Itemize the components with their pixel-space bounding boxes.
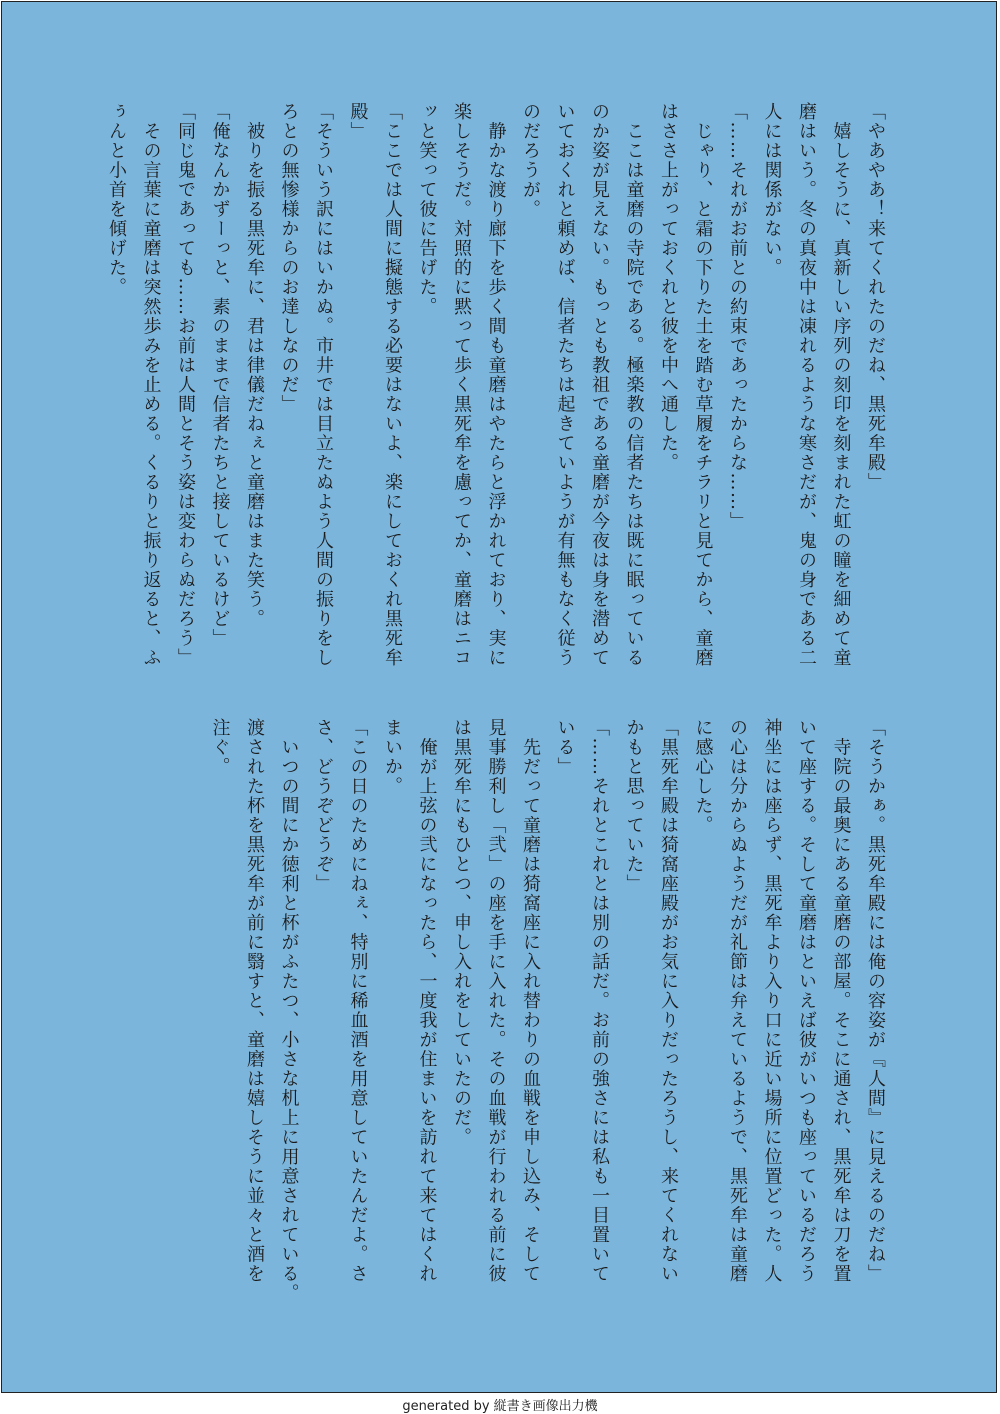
text-line: 「そうかぁ。黒死牟殿には俺の容姿が『人間』に見えるのだね」 — [865, 718, 886, 1284]
upper-text-column — [99, 102, 893, 682]
text-line: ッと笑って彼に告げた。 — [416, 102, 438, 317]
text-line: 被りを振る黒死牟に、君は律儀だねぇと童磨はまた笑う。 — [244, 102, 265, 629]
text-line: 人には関係がない。 — [761, 102, 783, 278]
text-line: 「……それとこれとは別の話だ。お前の強さには私も一目置いて — [589, 718, 610, 1284]
footer-credit: generated by 縦書き画像出力機 — [402, 1399, 598, 1414]
text-line: その言葉に童磨は突然歩みを止める。くるりと振り返ると、ふ — [140, 102, 162, 668]
text-line: 「俺なんかずーっと、素のままで信者たちと接しているけど」 — [209, 102, 231, 648]
text-line: 楽しそうだ。対照的に黙って歩く黒死牟を慮ってか、童磨はニコ — [451, 102, 472, 668]
text-line: のだろうが。 — [520, 102, 541, 219]
text-line: は黒死牟にもひとつ、申し入れをしていたのだ。 — [451, 718, 472, 1147]
text-line: 俺が上弦の弐になったら、一度我が住まいを訪れて来てはくれ — [416, 718, 438, 1284]
text-line: 神坐には座らず、黒死牟より入り口に近い場所に位置どった。人 — [761, 718, 783, 1284]
text-line: 嬉しそうに、真新しい序列の刻印を刻まれた虹の瞳を細めて童 — [830, 102, 852, 668]
text-line: まいか。 — [382, 718, 403, 796]
text-line: いておくれと頼めば、信者たちは起きていようが有無もなく従う — [554, 102, 576, 668]
text-line: 磨はいう。冬の真夜中は凍れるような寒さだが、鬼の身である二 — [796, 102, 817, 668]
text-line: いて座する。そして童磨はといえば彼がいつも座っているだろう — [796, 718, 817, 1284]
text-line: 寺院の最奥にある童磨の部屋。そこに通され、黒死牟は刀を置 — [830, 718, 852, 1284]
text-line: に感心した。 — [692, 718, 714, 835]
text-line: ここは童磨の寺院である。極楽教の信者たちは既に眠っている — [623, 102, 645, 668]
text-line: 静かな渡り廊下を歩く間も童磨はやたらと浮かれており、実に — [485, 102, 507, 668]
text-line: 「そういう訳にはいかぬ。市井では目立たぬよう人間の振りをし — [313, 102, 334, 668]
text-line: 殿」 — [347, 102, 369, 141]
text-line: 注ぐ。 — [209, 718, 231, 777]
text-line: ぅんと小首を傾げた。 — [106, 102, 127, 297]
text-line: 見事勝利し「弐」の座を手に入れた。その血戦が行われる前に彼 — [485, 718, 507, 1284]
text-line: 「この日のためにねぇ、特別に稀血酒を用意していたんだよ。さ — [347, 718, 369, 1284]
text-line: 渡された杯を黒死牟が前に翳すと、童磨は嬉しそうに並々と酒を — [244, 718, 265, 1284]
text-line: 「黒死牟殿は猗窩座殿がお気に入りだったろうし、来てくれない — [658, 718, 679, 1284]
text-line: 「やあやあ！来てくれたのだね、黒死牟殿」 — [865, 102, 886, 492]
text-line: さ、どうぞどうぞ」 — [313, 718, 334, 894]
text-line: 「ここでは人間に擬態する必要はないよ、楽にしておくれ黒死牟 — [382, 102, 403, 668]
text-line: 「同じ鬼であっても……お前は人間とそう姿は変わらぬだろう」 — [175, 102, 196, 668]
text-line: のか姿が見えない。もっとも教祖である童磨が今夜は身を潜めて — [589, 102, 610, 668]
text-line: はささ上がっておくれと彼を中へ通した。 — [658, 102, 679, 473]
text-line: 先だって童磨は猗窩座に入れ替わりの血戦を申し込み、そして — [520, 718, 541, 1284]
page-frame — [1, 1, 997, 1393]
text-line: じゃり、と霜の下りた土を踏む草履をチラリと見てから、童磨 — [692, 102, 714, 668]
lower-text-column — [202, 718, 892, 1318]
text-line: かもと思っていた」 — [623, 718, 645, 894]
text-line: ろとの無惨様からのお達しなのだ」 — [278, 102, 300, 414]
text-line: いる」 — [554, 718, 576, 777]
text-line: 「……それがお前との約束であったからな……」 — [727, 102, 748, 531]
text-line: の心は分からぬようだが礼節は弁えているようで、黒死牟は童磨 — [727, 718, 748, 1284]
text-line: いつの間にか徳利と杯がふたつ、小さな机上に用意されている。 — [278, 718, 300, 1303]
